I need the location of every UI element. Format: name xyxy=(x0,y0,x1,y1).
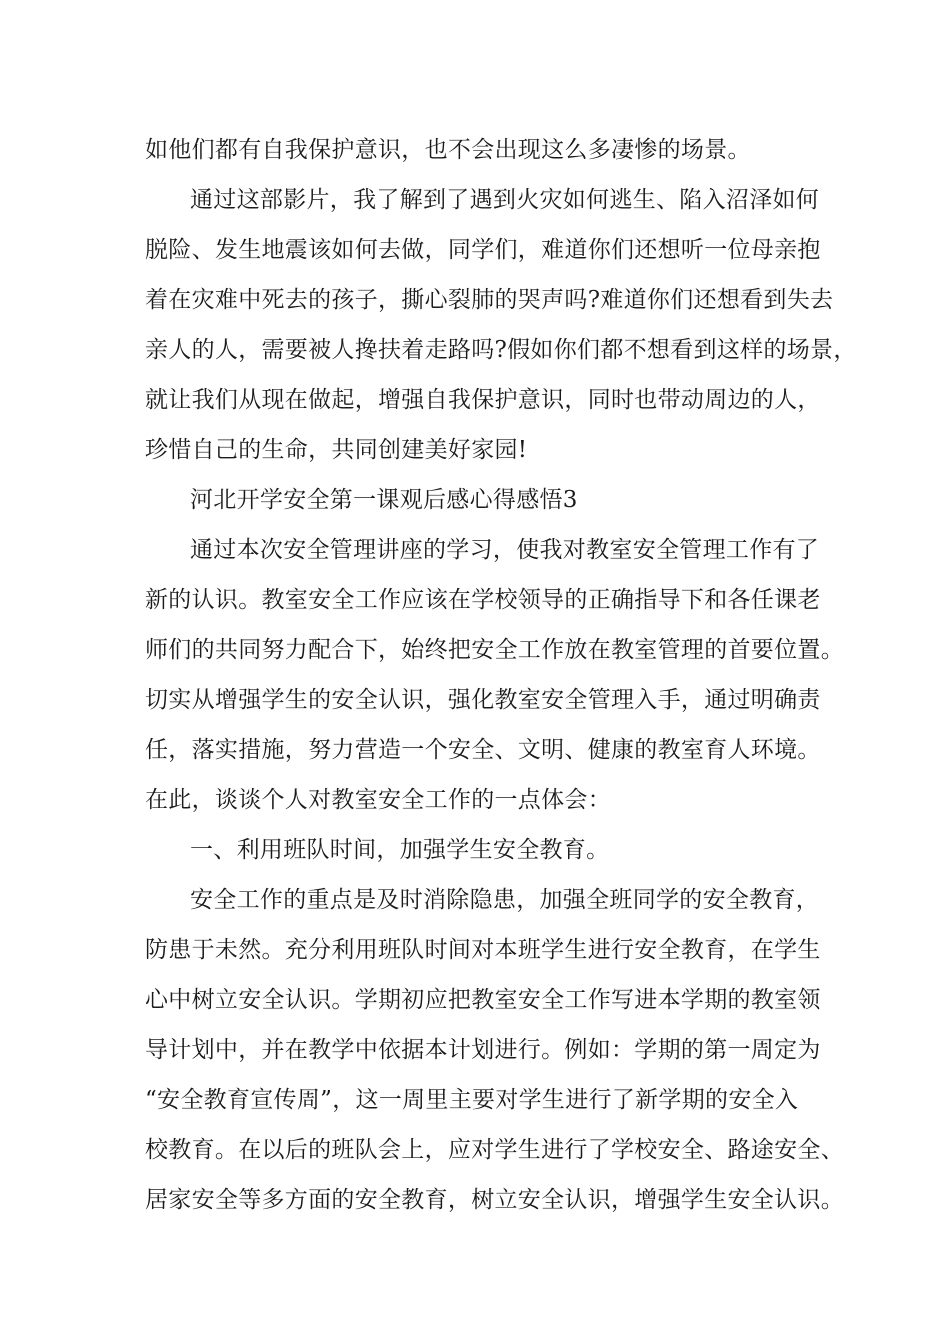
text-line: 任，落实措施，努力营造一个安全、文明、健康的教室育人环境。 xyxy=(145,737,821,763)
text-line: 切实从增强学生的安全认识，强化教室安全管理入手，通过明确责 xyxy=(145,687,821,713)
text-line: 就让我们从现在做起，增强自我保护意识，同时也带动周边的人， xyxy=(145,387,821,413)
text-line: 如他们都有自我保护意识，也不会出现这么多凄惨的场景。 xyxy=(145,137,751,163)
section-heading: 河北开学安全第一课观后感心得感悟3 xyxy=(190,487,578,513)
paragraph-start-line: 通过本次安全管理讲座的学习，使我对教室安全管理工作有了 xyxy=(190,537,820,563)
subsection-heading: 一、利用班队时间，加强学生安全教育。 xyxy=(190,837,610,863)
paragraph-start-line: 安全工作的重点是及时消除隐患，加强全班同学的安全教育， xyxy=(190,887,820,913)
paragraph-start-line: 通过这部影片，我了解到了遇到火灾如何逃生、陷入沼泽如何 xyxy=(190,187,820,213)
text-line: 脱险、发生地震该如何去做，同学们，难道你们还想听一位母亲抱 xyxy=(145,237,821,263)
text-line: 师们的共同努力配合下，始终把安全工作放在教室管理的首要位置。 xyxy=(145,637,844,663)
text-line: 珍惜自己的生命，共同创建美好家园! xyxy=(145,437,528,463)
text-line: “安全教育宣传周”，这一周里主要对学生进行了新学期的安全入 xyxy=(145,1087,799,1113)
text-line: 在此，谈谈个人对教室安全工作的一点体会： xyxy=(145,787,611,813)
text-line: 校教育。在以后的班队会上，应对学生进行了学校安全、路途安全、 xyxy=(145,1137,844,1163)
text-line: 导计划中，并在教学中依据本计划进行。例如：学期的第一周定为 xyxy=(145,1037,821,1063)
text-line: 心中树立安全认识。学期初应把教室安全工作写进本学期的教室领 xyxy=(145,987,821,1013)
text-line: 着在灾难中死去的孩子，撕心裂肺的哭声吗?难道你们还想看到失去 xyxy=(145,287,834,313)
text-line: 防患于未然。充分利用班队时间对本班学生进行安全教育，在学生 xyxy=(145,937,821,963)
text-line: 居家安全等多方面的安全教育，树立安全认识，增强学生安全认识。 xyxy=(145,1187,844,1213)
text-line: 新的认识。教室安全工作应该在学校领导的正确指导下和各任课老 xyxy=(145,587,821,613)
text-line: 亲人的人，需要被人搀扶着走路吗?假如你们都不想看到这样的场景， xyxy=(145,337,857,363)
